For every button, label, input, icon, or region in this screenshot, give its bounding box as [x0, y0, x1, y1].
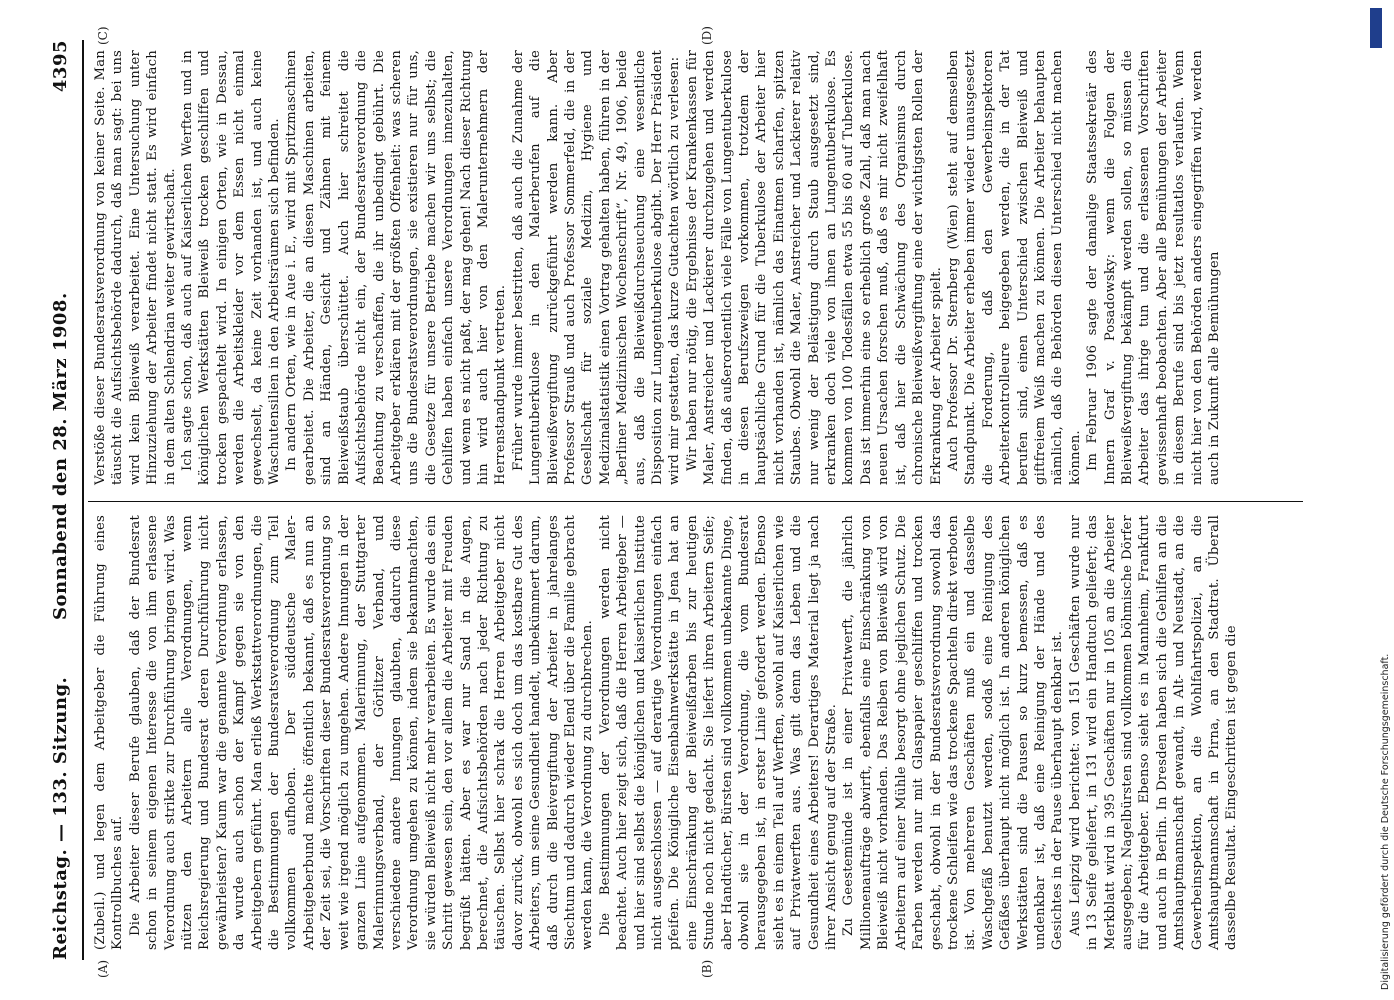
- paragraph: (Zubeil.) und legen dem Arbeitgeber die Führung eines Kontrollbuches auf.: [93, 515, 126, 950]
- page-number: 4395: [50, 40, 71, 93]
- dfg-logo-text: DFG: [1383, 18, 1392, 38]
- running-head: [50, 40, 80, 960]
- credit-text: Digitalisierung gefördert durch die Deutsche Forschungsgemeinschaft.: [1380, 653, 1391, 990]
- paragraph: Ich sagte schon, daß auch auf Kaiserlichen Werften und in königlichen Werkstätten Bleiweiß trocken geschliffen und trocken gespachtelt wird. In einigen Orten, wie in Dessau, werden die Arbeitskleider vor dem Essen nicht einmal gewechselt, da keine Zeit vorhanden ist, und auch keine Waschutensilien in den Arbeitsräumen sich befinden.: [180, 50, 283, 485]
- paragraph: Im Februar 1906 sagte der damalige Staatssekretär des Innern Graf v. Posadowsky: wenn die Folgen der Bleiweißvergiftung bekämpft werden sollen, so müssen die Arbeiter das ihrige tun und die erlassenen Vorschriften gewissenhaft beobachten. Aber alle Bemühungen der Arbeiter in diesem Berufe sind bis jetzt resultatlos verlaufen. Wenn nicht hier von den Behörden anders eingegriffen wird, werden auch in Zukunft alle Bemühungen: [1085, 50, 1222, 485]
- paragraph: Verstöße dieser Bundesratsverordnung von keiner Seite. Man täuscht die Aufsichtsbehörde dadurch, daß man sagt: bei uns wird kein Bleiweiß verarbeitet. Eine Untersuchung unter Hinzuziehung der Arbeiter findet nicht statt. Es wird einfach in dem alten Schlendrian weiter gewirtschaft.: [93, 50, 178, 485]
- column-divider: [88, 501, 1303, 502]
- margin-letter-b: (B): [700, 959, 714, 978]
- dfg-logo: [1370, 8, 1392, 48]
- paragraph: In andern Orten, wie in Aue i. E., wird mit Spritzmaschinen gearbeitet. Die Arbeiter, die an diesen Maschinen arbeiten, sind an Händen, Gesicht und Zähnen mit feinem Bleiweißstaub überschüttet. Auch hier schreitet die Aufsichtsbehörde nicht ein, der Bundesratsverordnung die Beachtung zu verschaffen, die ihr unbedingt gebührt. Die Arbeitgeber erklären mit der größten Offenheit: was scheren uns die Bundesratsverordnungen, sie existieren nur für uns, die Gesetze für unsere Betriebe machen wir uns selbst; die Gehilfen haben einfach unsere Verordnungen innezuhalten, und wenn es nicht paßt, der mag gehen! Nach dieser Richtung hin wird auch hier von den Malerunternehmern der Herrenstandpunkt vertreten.: [284, 50, 509, 485]
- running-head-title: Reichstag. — 133. Sitzung.: [50, 676, 71, 960]
- margin-letter-a: (A): [96, 959, 110, 978]
- paragraph: Aus Leipzig wird berichtet: von 151 Geschäften wurde nur in 13 Seife geliefert, in 131 wird ein Handtuch geliefert; das Merkblatt wird in 395 Geschäften nur in 105 an die Arbeiter ausgegeben; Nagelbürsten sind vollkommen böhmische Dörfer für die Arbeitgeber. Ebenso sieht es in Mannheim, Frankfurt und auch in Berlin. In Dresden haben sich die Gehilfen an die Amtshauptmannschaft gewandt, in Alt- und Neustadt, an die Gewerbeinspektion, an die Wohlfahrtspolizei, an die Amtshauptmannschaft in Pirna, an den Stadtrat. Überall dasselbe Resultat. Eingeschritten ist gegen die: [1067, 515, 1240, 950]
- margin-letter-d: (D): [700, 26, 714, 45]
- paragraph: Früher wurde immer bestritten, daß auch die Zunahme der Lungentuberkulose in den Malerberufen auf die Bleiweißvergiftung zurückgeführt werden kann. Aber Professor Strauß und auch Professor Sommerfeld, die in der Gesellschaft für soziale Medizin, Hygiene und Medizinalstatistik einen Vortrag gehalten haben, führen in der „Berliner Medizinischen Wochenschrift“, Nr. 49, 1906, beide aus, daß die Bleiweißdurchseuchung eine wesentliche Disposition zur Lungentuberkulose abgibt. Der Herr Präsident wird mir gestatten, das kurze Gutachten wörtlich zu verlesen:: [510, 50, 683, 485]
- paragraph: Auch Professor Dr. Sternberg (Wien) steht auf demselben Standpunkt. Die Arbeiter erheben immer wieder unausgesetzt die Forderung, daß den Gewerbeinspektoren Arbeiterkontrolleure beigegeben werden, die in der Tat berufen sind, einen Unterschied zwischen Bleiweiß und giftfreiem Weiß machen zu können. Die Arbeiter behaupten nämlich, daß die Behörden diesen Unterschied nicht machen können.: [945, 50, 1083, 485]
- paragraph: Die Bestimmungen der Verordnungen werden nicht beachtet. Auch hier zeigt sich, daß die Herren Arbeitgeber — und hier sind selbst die königlichen und kaiserlichen Institute nicht ausgeschlossen — auf derartige Verordnungen einfach pfeifen. Die Königliche Eisenbahnwerkstätte in Jena hat an eine Einschränkung der Bleiweißfarben bis zur heutigen Stunde noch nicht gedacht. Sie liefert ihren Arbeitern Seife; aber Handtücher, Bürsten sind vollkommen unbekannte Dinge, obwohl sie in der Verordnung, die vom Bundesrat herausgegeben ist, in erster Linie gefordert werden. Ebenso sieht es in einem Teil auf Werften, sowohl auf Kaiserlichen wie auf Privatwerften aus. Was gilt denn das Leben und die Gesundheit eines Arbeiters! Derartiges Material liegt ja nach ihrer Ansicht genug auf der Straße.: [597, 515, 840, 950]
- running-head-date: Sonnabend den 28. März 1908.: [50, 292, 71, 620]
- right-column: [92, 50, 1302, 485]
- paragraph: Zu Geestemünde ist in einer Privatwerft, die jährlich Millionenaufträge abwirft, ebenfalls eine Einschränkung von Bleiweiß nicht vorhanden. Das Reiben von Bleiweiß wird von Arbeitern auf einer Mühle besorgt ohne jeglichen Schutz. Die Farben werden nur mit Glaspapier geschliffen und trocken geschabt, obwohl in der Bundesratsverordnung sowohl das trockene Schleifen wie das trockene Spachteln direkt verboten ist. Von mehreren Geschäften muß ein und dasselbe Waschgefäß benutzt werden, sodaß eine Reinigung des Gefäßes überhaupt nicht möglich ist. In anderen königlichen Werkstätten sind die Pausen so kurz bemessen, daß es undenkbar ist, daß eine Reinigung der Hände und des Gesichtes in der Pause überhaupt denkbar ist.: [841, 515, 1066, 950]
- quoted-paragraph: Wir haben nur nötig, die Ergebnisse der Krankenkassen für Maler, Anstreicher und Lackierer durchzugehen und werden finden, daß außerordentlich viele Fälle von Lungentuberkulose in diesen Berufszweigen vorkommen, trotzdem der hauptsächliche Grund für die Tuberkulose der Arbeiter hier nicht vorhanden ist, nämlich das Einatmen scharfen, spitzen Staubes. Obwohl die Maler, Anstreicher und Lackierer relativ nur wenig der Belästigung durch Staub ausgesetzt sind, erkranken doch viele von ihnen an Lungentuberkulose. Es kommen von 100 Todesfällen etwa 55 bis 60 auf Tuberkulose. Das ist immerhin eine so erheblich große Zahl, daß man nach neuen Ursachen forschen muß, daß es mir nicht zweifelhaft ist, daß hier die Schwächung des Organismus durch chronische Bleiweißvergiftung eine der wichtigsten Rollen der Erkrankung der Arbeiter spielt.: [684, 50, 944, 485]
- header-rule: [82, 40, 84, 960]
- paragraph: Die Arbeiter dieser Berufe glauben, daß der Bundesrat schon in seinem eigenen Interesse die von ihm erlassene Verordnung auch strikte zur Durchführung bringen wird. Was nützen den Arbeitern alle Verordnungen, wenn Reichsregierung und Bundesrat deren Durchführung nicht gewährleisten? Kaum war die genannte Verordnung erlassen, da wurde auch schon der Kampf gegen sie von den Arbeitgebern geführt. Man erließ Werkstattverordnungen, die die Bestimmungen der Bundesratsverordnung zum Teil vollkommen aufhoben. Der süddeutsche Maler-Arbeitgeberbund machte öffentlich bekannt, daß es nun an der Zeit sei, die Vorschriften dieser Bundesratsverordnung so weit wie irgend möglich zu umgehen. Andere Innungen in der ganzen Linie aufgenommen. Malerinnung, der Stuttgarter Malerinnungsverband, der Görlitzer Verband, und verschiedene andere Innungen glaubten, dadurch diese Verordnung umgehen zu können, indem sie bekanntmachten, sie würden Bleiweiß nicht mehr verarbeiten. Es wurde das ein Schritt gewesen sein, den vor allem die Arbeiter mit Freuden begrüßt hätten. Aber es war nur Sand in die Augen, berechnet, die Aufsichtsbehörden nach jeder Richtung zu täuschen. Selbst hier schrak die Herren Arbeitgeber nicht davor zurück, obwohl es sich doch um das kostbare Gut des Arbeiters, um seine Gesundheit handelt, unbekümmert darum, daß durch die Bleivergiftung der Arbeiter in jahrelanges Siechtum und dadurch wieder Elend über die Familie gebracht werden kann, die Verordnung zu durchbrechen.: [127, 515, 596, 950]
- left-column: [92, 515, 1302, 950]
- margin-letter-c: (C): [96, 26, 110, 45]
- digitization-credit: [1350, 30, 1391, 990]
